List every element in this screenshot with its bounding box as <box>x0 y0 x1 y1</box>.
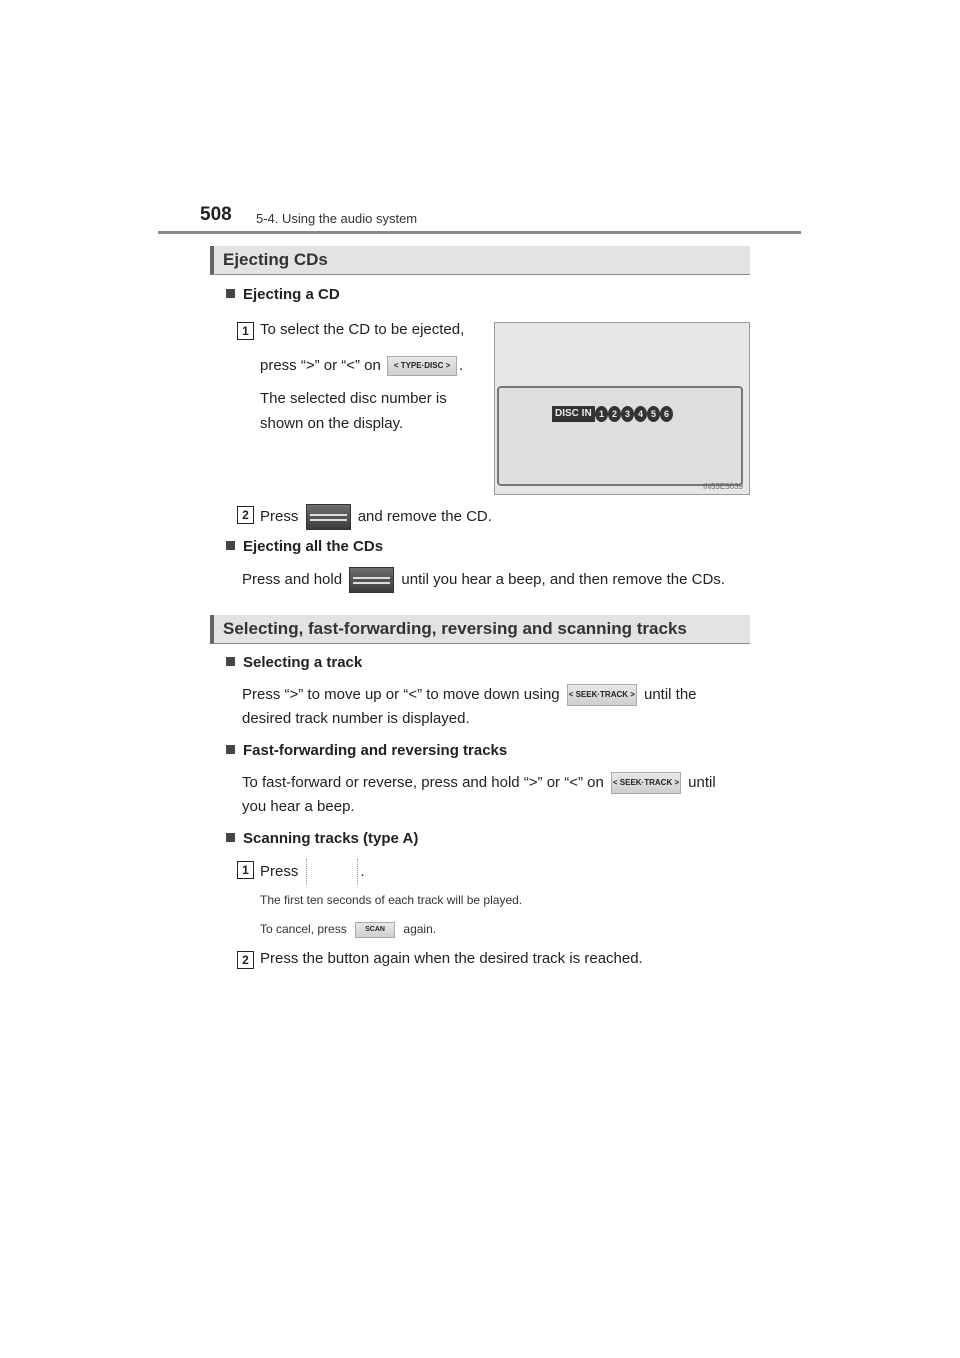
step1-line3: The selected disc number is <box>260 390 447 407</box>
subheading-selecting-a-track: Selecting a track <box>226 654 362 671</box>
scan-note2: To cancel, press SCAN again. <box>260 922 437 937</box>
disc-number-3: 3 <box>621 406 634 422</box>
subheading-ejecting-all-cds: Ejecting all the CDs <box>226 538 383 555</box>
fast-line2: you hear a beep. <box>242 798 355 815</box>
disc-in-indicator: DISC IN <box>552 406 595 422</box>
step-number: 2 <box>237 951 254 969</box>
disc-display-illustration <box>494 322 750 495</box>
disc-number-5: 5 <box>647 406 660 422</box>
subheading-fast-forwarding: Fast-forwarding and reversing tracks <box>226 742 507 759</box>
seek-track-button-image: < SEEK·TRACK > <box>567 684 637 706</box>
fast-line1: To fast-forward or reverse, press and hold “>” or “<” on < SEEK·TRACK > until <box>242 772 716 794</box>
square-bullet-icon <box>226 541 235 550</box>
scan-note1: The first ten seconds of each track will be played. <box>260 893 523 907</box>
section-title: Selecting, fast-forwarding, reversing and scanning tracks <box>223 619 687 638</box>
scan-step1-line: Press . <box>260 859 365 885</box>
eject-all-line: Press and hold until you hear a beep, and then remove the CDs. <box>242 567 725 593</box>
square-bullet-icon <box>226 833 235 842</box>
page-number: 508 <box>200 204 232 225</box>
eject-button-image <box>306 504 351 530</box>
section-header-ejecting-cds <box>210 246 750 275</box>
image-code: IN53E5039 <box>702 482 743 491</box>
disc-number-1: 1 <box>595 406 608 422</box>
select-line1: Press “>” to move up or “<” to move down using < SEEK·TRACK > until the <box>242 684 745 706</box>
disc-number-2: 2 <box>608 406 621 422</box>
section-title: Ejecting CDs <box>223 250 328 269</box>
square-bullet-icon <box>226 745 235 754</box>
header-rule <box>158 231 801 234</box>
disc-number-4: 4 <box>634 406 647 422</box>
seek-track-button-image: < SEEK·TRACK > <box>611 772 681 794</box>
step2-line: Press and remove the CD. <box>260 504 492 530</box>
select-line2: desired track number is displayed. <box>242 710 470 727</box>
step-number: 1 <box>237 861 254 879</box>
chapter-title: 5-4. Using the audio system <box>256 211 418 226</box>
step-number: 1 <box>237 322 254 340</box>
scan-label-button-image: SCAN <box>355 922 395 938</box>
step1-line2: press “>” or “<” on < TYPE·DISC > . <box>260 356 463 376</box>
step-number: 2 <box>237 506 254 524</box>
subheading-ejecting-a-cd: Ejecting a CD <box>226 286 340 303</box>
square-bullet-icon <box>226 657 235 666</box>
eject-button-image <box>349 567 394 593</box>
subheading-scanning-tracks: Scanning tracks (type A) <box>226 830 418 847</box>
display-screen <box>497 386 743 486</box>
scan-step2-line: Press the button again when the desired track is reached. <box>260 950 643 967</box>
scan-button-image <box>306 859 358 885</box>
type-disc-button-image: < TYPE·DISC > <box>387 356 457 376</box>
step1-line1: To select the CD to be ejected, <box>260 321 465 338</box>
step1-line4: shown on the display. <box>260 415 404 432</box>
disc-number-6: 6 <box>660 406 673 422</box>
section-header-selecting-tracks <box>210 615 750 644</box>
square-bullet-icon <box>226 289 235 298</box>
